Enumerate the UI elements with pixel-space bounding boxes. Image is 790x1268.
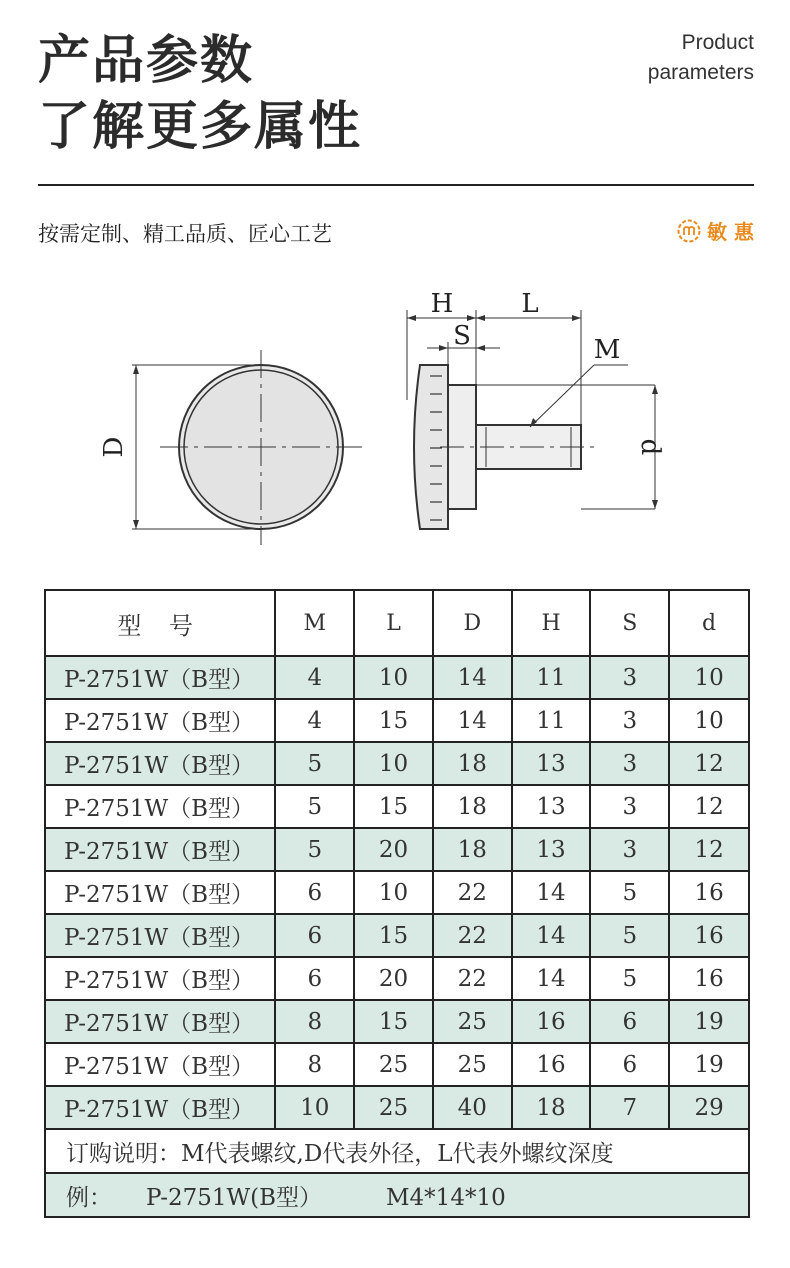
cell-M: 5	[275, 828, 354, 871]
cell-S: 5	[590, 914, 669, 957]
cell-L: 15	[354, 785, 433, 828]
cell-M: 4	[275, 699, 354, 742]
table-row	[45, 742, 749, 785]
cell-S: 3	[590, 828, 669, 871]
cell-d: 19	[669, 1043, 749, 1086]
cell-H: 11	[512, 656, 591, 699]
header-D: D	[433, 590, 512, 656]
cell-H: 13	[512, 785, 591, 828]
example-row	[45, 1173, 749, 1217]
example-spec: M4*14*10	[386, 1184, 506, 1211]
cell-d: 29	[669, 1086, 749, 1129]
dimension-S-label: S	[453, 321, 471, 351]
cell-H: 16	[512, 1043, 591, 1086]
table-row	[45, 699, 749, 742]
cell-M: 8	[275, 1043, 354, 1086]
cell-d: 12	[669, 742, 749, 785]
cell-M: 5	[275, 742, 354, 785]
cell-model: P-2751W（B型）	[45, 1000, 275, 1043]
cell-D: 14	[433, 656, 512, 699]
cell-S: 5	[590, 957, 669, 1000]
cell-d: 12	[669, 828, 749, 871]
cell-model: P-2751W（B型）	[45, 1043, 275, 1086]
cell-H: 14	[512, 957, 591, 1000]
table-row	[45, 914, 749, 957]
dimension-L-label: L	[521, 289, 539, 319]
dimension-d-label: d	[635, 438, 665, 456]
brand-name: 敏 惠	[707, 220, 754, 244]
cell-S: 3	[590, 656, 669, 699]
cell-L: 25	[354, 1043, 433, 1086]
cell-L: 15	[354, 699, 433, 742]
cell-D: 25	[433, 1000, 512, 1043]
cell-model: P-2751W（B型）	[45, 871, 275, 914]
header-d: d	[669, 590, 749, 656]
header-model: 型 号	[45, 590, 275, 656]
cell-D: 22	[433, 871, 512, 914]
cell-M: 10	[275, 1086, 354, 1129]
table-row	[45, 828, 749, 871]
header-M: M	[275, 590, 354, 656]
cell-model: P-2751W（B型）	[45, 1086, 275, 1129]
table-header-row	[45, 590, 749, 656]
cell-S: 5	[590, 871, 669, 914]
cell-M: 6	[275, 914, 354, 957]
header-H: H	[512, 590, 591, 656]
cell-d: 16	[669, 871, 749, 914]
cell-H: 13	[512, 828, 591, 871]
subtitle: 按需定制、精工品质、匠心工艺	[38, 222, 332, 246]
cell-S: 6	[590, 1043, 669, 1086]
table-row	[45, 656, 749, 699]
cell-S: 3	[590, 785, 669, 828]
cell-D: 18	[433, 742, 512, 785]
cell-L: 15	[354, 914, 433, 957]
front-view	[132, 350, 362, 545]
dimension-H-label: H	[430, 289, 454, 319]
cell-H: 14	[512, 871, 591, 914]
cell-H: 11	[512, 699, 591, 742]
example-label: 例：	[66, 1184, 112, 1211]
cell-M: 5	[275, 785, 354, 828]
cell-model: P-2751W（B型）	[45, 828, 275, 871]
table-row	[45, 1000, 749, 1043]
cell-model: P-2751W（B型）	[45, 785, 275, 828]
cell-d: 10	[669, 699, 749, 742]
cell-L: 10	[354, 871, 433, 914]
example-cell	[45, 1173, 749, 1217]
dimension-D-label: D	[99, 436, 129, 458]
english-title-line-1: Product	[681, 31, 754, 54]
brand	[677, 216, 754, 245]
title-line-2: 了解更多属性	[38, 97, 363, 157]
english-title-line-2: parameters	[647, 61, 754, 84]
english-title	[648, 28, 754, 88]
cell-D: 18	[433, 828, 512, 871]
cell-model: P-2751W（B型）	[45, 957, 275, 1000]
header-L: L	[354, 590, 433, 656]
cell-M: 6	[275, 871, 354, 914]
cell-model: P-2751W（B型）	[45, 699, 275, 742]
table-row	[45, 957, 749, 1000]
cell-S: 6	[590, 1000, 669, 1043]
cell-model: P-2751W（B型）	[45, 656, 275, 699]
cell-S: 3	[590, 742, 669, 785]
cell-M: 4	[275, 656, 354, 699]
header-S: S	[590, 590, 669, 656]
cell-L: 10	[354, 656, 433, 699]
cell-S: 3	[590, 699, 669, 742]
cell-D: 22	[433, 914, 512, 957]
cell-M: 6	[275, 957, 354, 1000]
cell-L: 10	[354, 742, 433, 785]
brand-logo-icon	[677, 219, 701, 243]
order-note: 订购说明：M代表螺纹,D代表外径，L代表外螺纹深度	[45, 1129, 749, 1173]
page-title	[38, 28, 362, 160]
cell-H: 14	[512, 914, 591, 957]
cell-d: 19	[669, 1000, 749, 1043]
cell-H: 18	[512, 1086, 591, 1129]
cell-D: 18	[433, 785, 512, 828]
cell-M: 8	[275, 1000, 354, 1043]
example-model: P-2751W(B型）	[146, 1184, 323, 1211]
cell-L: 20	[354, 828, 433, 871]
table-row	[45, 871, 749, 914]
cell-model: P-2751W（B型）	[45, 742, 275, 785]
dimension-M-label: M	[593, 335, 621, 365]
cell-L: 15	[354, 1000, 433, 1043]
title-line-1: 产品参数	[38, 31, 255, 91]
header-divider	[38, 184, 754, 186]
note-row	[45, 1129, 749, 1173]
cell-D: 25	[433, 1043, 512, 1086]
cell-d: 16	[669, 957, 749, 1000]
cell-L: 20	[354, 957, 433, 1000]
cell-D: 22	[433, 957, 512, 1000]
cell-L: 25	[354, 1086, 433, 1129]
technical-drawing	[0, 280, 790, 570]
table-row	[45, 1086, 749, 1129]
cell-d: 10	[669, 656, 749, 699]
cell-D: 14	[433, 699, 512, 742]
side-view	[407, 310, 658, 529]
cell-H: 16	[512, 1000, 591, 1043]
cell-H: 13	[512, 742, 591, 785]
spec-table	[44, 589, 750, 1218]
cell-model: P-2751W（B型）	[45, 914, 275, 957]
cell-S: 7	[590, 1086, 669, 1129]
table-row	[45, 1043, 749, 1086]
cell-D: 40	[433, 1086, 512, 1129]
cell-d: 16	[669, 914, 749, 957]
table-row	[45, 785, 749, 828]
cell-d: 12	[669, 785, 749, 828]
